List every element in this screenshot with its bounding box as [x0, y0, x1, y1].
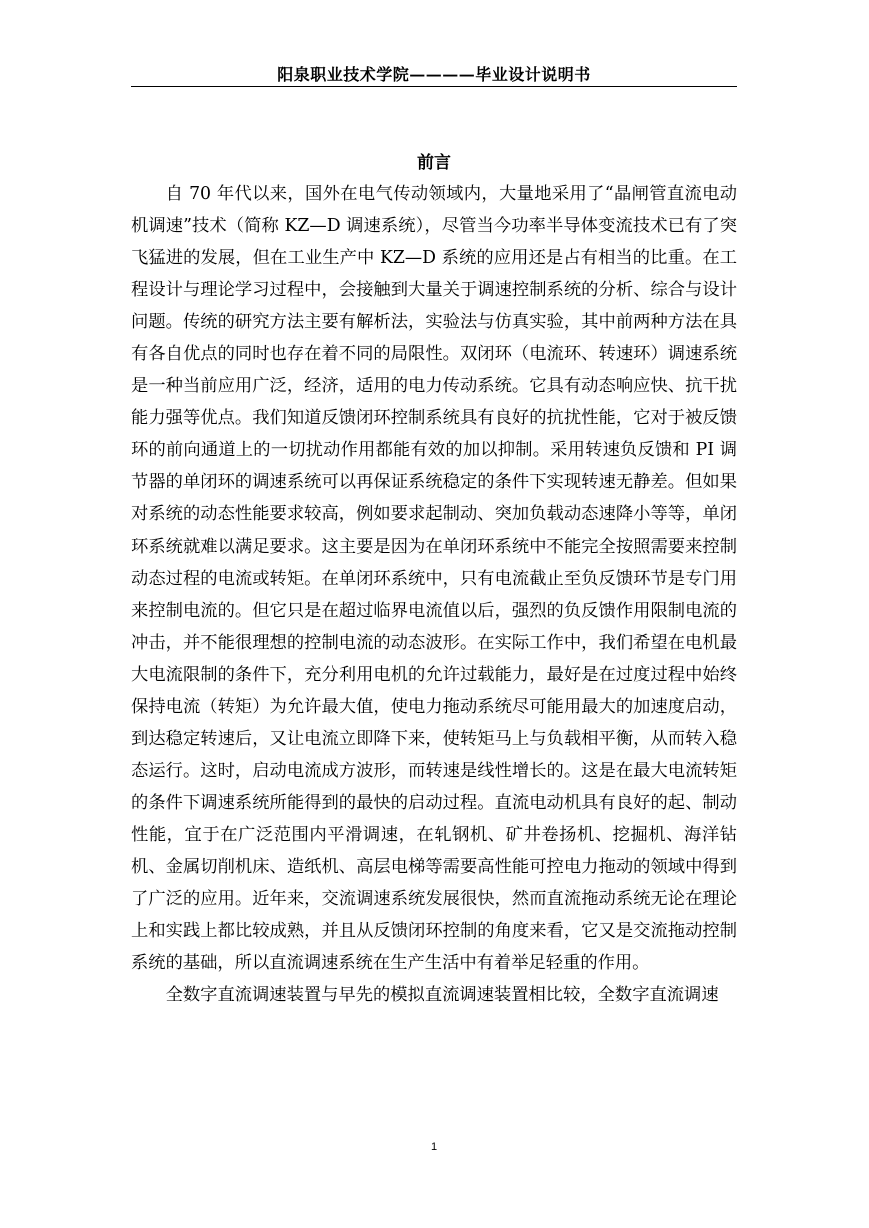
header-divider — [131, 86, 737, 87]
page-header: 阳泉职业技术学院————毕业设计说明书 — [277, 65, 591, 84]
paragraph: 全数字直流调速装置与早先的模拟直流调速装置相比较，全数字直流调速 — [165, 985, 719, 1006]
page-number: 1 — [430, 1141, 438, 1153]
paragraph: 自 70 年代以来，国外在电气传动领域内，大量地采用了“晶闸管直流电动机调速”技术（简称 KZ—D 调速系统），尽管当今功率半导体变流技术已有了突飞猛进的发展，但在工业生产中 KZ—D 系统的应用还是占有相当的比重。在工程设计与理论学习过程中，会接触到大量关于调速控制系统的分析、综合与设计问题。传统的研究方法主要有解析法，实验法与仿真实验，其中前两种方法在具有各自优点的同时也存在着不同的局限性。双闭环（电流环、转速环）调速系统是一种当前应用广泛，经济，适用的电力传动系统。它具有动态响应快、抗干扰能力强等优点。我们知道反馈闭环控制系统具有良好的抗扰性能，它对于被反馈环的前向通道上的一切扰动作用都能有效的加以抑制。采用转速负反馈和 PI 调节器的单闭环的调速系统可以再保证系统稳定的条件下实现转速无静差。但如果对系统的动态性能要求较高，例如要求起制动、突加负载动态速降小等等，单闭环系统就难以满足要求。这主要是因为在单闭环系统中不能完全按照需要来控制动态过程的电流或转矩。在单闭环系统中，只有电流截止至负反馈环节是专门用来控制电流的。但它只是在超过临界电流值以后，强烈的负反馈作用限制电流的冲击，并不能很理想的控制电流的动态波形。在实际工作中，我们希望在电机最大电流限制的条件下，充分利用电机的允许过载能力，最好是在过度过程中始终保持电流（转矩）为允许最大值，使电力拖动系统尽可能用最大的加速度启动，到达稳定转速后，又让电流立即降下来，使转矩马上与负载相平衡，从而转入稳态运行。这时，启动电流成方波形，而转速是线性增长的。这是在最大电流转矩的条件下调速系统所能得到的最快的启动过程。直流电动机具有良好的起、制动性能，宜于在广泛范围内平滑调速，在轧钢机、矿井卷扬机、挖掘机、海洋钻机、金属切削机床、造纸机、高层电梯等需要高性能可控电力拖动的领域中得到了广泛的应用。近年来，交流调速系统发展很快，然而直流拖动系统无论在理论上和实践上都比较成熟，并且从反馈闭环控制的角度来看，它又是交流拖动控制系统的基础，所以直流调速系统在生产生活中有着举足轻重的作用。 — [131, 184, 737, 974]
section-title: 前言 — [417, 153, 451, 173]
body-text — [131, 178, 737, 1011]
